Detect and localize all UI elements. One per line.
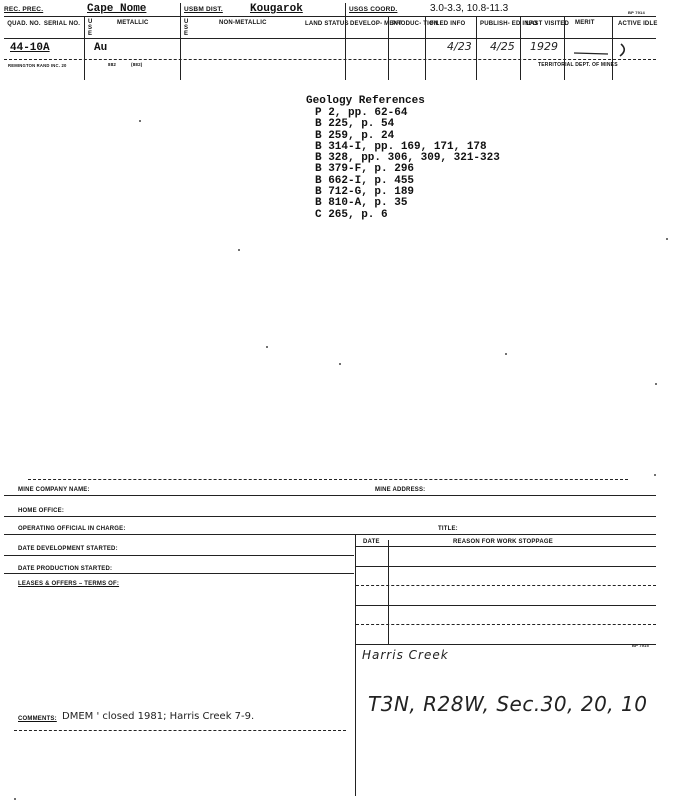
- quad-no-header: QUAD. NO.: [7, 21, 41, 27]
- comments-handwriting: DMEM ' closed 1981; Harris Creek 7-9.: [62, 711, 255, 722]
- geology-reference: B 225, p. 54: [315, 118, 395, 131]
- last-visited-header: LAST VISITED: [526, 21, 570, 27]
- geology-reference: B 379-F, p. 296: [315, 163, 415, 176]
- published-info-header: PUBLISH- ED INFO: [480, 21, 538, 27]
- printer-mark: REMINGTON RAND INC. 20: [8, 63, 67, 68]
- merit-header: MERIT: [575, 20, 595, 26]
- date-column-header: DATE: [363, 539, 380, 545]
- geology-reference: B 328, pp. 306, 309, 321-323: [315, 152, 500, 165]
- location-handwriting: T3N, R28W, Sec.30, 20, 10: [368, 692, 648, 716]
- geology-reference: B 314-I, pp. 169, 171, 178: [315, 140, 487, 153]
- non-metallic-header: NON-METALLIC: [219, 20, 267, 26]
- filed-info-header: FILED INFO: [430, 21, 466, 27]
- leases-label: LEASES & OFFERS – TERMS OF:: [18, 581, 120, 587]
- operating-official-label: OPERATING OFFICIAL IN CHARGE:: [18, 526, 126, 532]
- date-development-label: DATE DEVELOPMENT STARTED:: [18, 546, 118, 552]
- geology-reference: B 810-A, p. 35: [315, 197, 408, 210]
- rec-prec-value: Cape Nome: [87, 3, 147, 15]
- metallic-header: METALLIC: [117, 20, 149, 26]
- form-number-bottom: BP 7915: [632, 643, 649, 648]
- comments-label: COMMENTS:: [18, 716, 57, 722]
- metallic-value: Au: [94, 42, 108, 54]
- code-882-paren: (882): [131, 62, 143, 67]
- geology-reference: C 265, p. 6: [315, 208, 388, 221]
- geology-reference: P 2, pp. 62-64: [315, 107, 408, 119]
- merit-handmark: [566, 40, 666, 60]
- usgs-coord-label: USGS COORD.: [349, 6, 398, 13]
- geology-heading: Geology References: [306, 95, 425, 107]
- geology-reference: B 662-I, p. 455: [315, 174, 415, 187]
- usbm-letters-metallic: U S E: [88, 19, 93, 37]
- geology-reference: B 712-G, p. 189: [315, 186, 415, 199]
- date-production-label: DATE PRODUCTION STARTED:: [18, 566, 113, 572]
- mine-address-label: MINE ADDRESS:: [375, 487, 426, 493]
- form-number-top: BP 7914: [628, 10, 645, 15]
- land-status-header: LAND STATUS: [305, 21, 349, 27]
- rec-prec-label: REC. PREC.: [4, 6, 44, 13]
- geology-reference: B 259, p. 24: [315, 129, 395, 142]
- usbm-letters-nonmetallic: U S E: [184, 19, 189, 37]
- serial-no-header: SERIAL NO.: [43, 21, 81, 27]
- production-header: PRODUC- TION: [392, 21, 439, 27]
- home-office-label: HOME OFFICE:: [18, 508, 65, 514]
- title-label: TITLE:: [438, 526, 458, 532]
- published-info-value: 4/25: [490, 40, 515, 53]
- reason-column-header: REASON FOR WORK STOPPAGE: [453, 539, 553, 545]
- usgs-coord-value: 3.0-3.3, 10.8-11.3: [430, 3, 509, 14]
- department-mark: TERRITORIAL DEPT. OF MINES: [538, 62, 618, 68]
- filed-info-value: 4/23: [447, 40, 472, 53]
- development-header: DEVELOP- MENT: [350, 21, 402, 27]
- quad-no-value: 44-10A: [10, 42, 50, 54]
- usbm-dist-label: USBM DIST.: [184, 6, 223, 13]
- usbm-dist-value: Kougarok: [250, 3, 303, 15]
- code-882: 882: [108, 62, 117, 67]
- mine-company-name-label: MINE COMPANY NAME:: [18, 487, 90, 493]
- active-idle-header: ACTIVE IDLE: [618, 21, 658, 27]
- last-visited-value: 1929: [530, 40, 558, 53]
- harris-creek-handwriting: Harris Creek: [362, 648, 449, 662]
- geology-reference-list: [315, 108, 500, 221]
